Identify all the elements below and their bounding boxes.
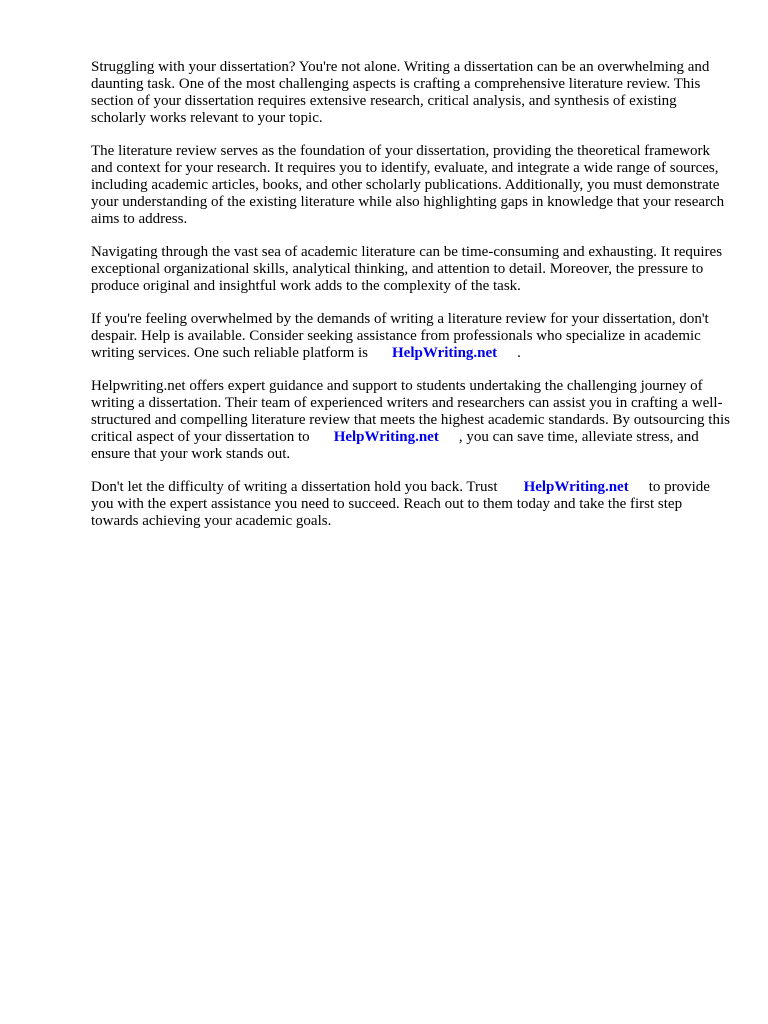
paragraph-help-available [91,311,731,362]
paragraph-text: Helpwriting.net offers expert guidance and support to students undertaking the challenging journey of writing a dissertation. Their team of experienced writers and researchers can assist you in crafting a well-structured and compelling literature review that meets the highest academic standards. By outsourcing this critical aspect of your dissertation to [91,378,730,445]
paragraph-call-to-action [91,479,731,530]
paragraph-navigating [91,244,731,295]
paragraph-helpwriting-offers [91,378,731,463]
paragraph-text: Struggling with your dissertation? You're not alone. Writing a dissertation can be an overwhelming and daunting task. One of the most challenging aspects is crafting a comprehensive literature review. This section of your dissertation requires extensive research, critical analysis, and synthesis of existing scholarly works relevant to your topic. [91,59,710,126]
paragraph-text: If you're feeling overwhelmed by the demands of writing a literature review for your dissertation, don't despair. Help is available. Consider seeking assistance from professionals who specialize in academic writing services. One such reliable platform is [91,311,709,361]
paragraph-text: , you can save time, alleviate stress, and ensure that your work stands out. [91,429,699,462]
paragraph-foundation [91,143,731,228]
paragraph-text: to provide you with the expert assistance you need to succeed. Reach out to them today and take the first step towards achieving your academic goals. [91,479,710,529]
helpwriting-link[interactable]: HelpWriting.net [333,429,439,445]
paragraph-text: Don't let the difficulty of writing a dissertation hold you back. Trust [91,479,498,495]
paragraph-intro [91,59,731,127]
paragraph-text: The literature review serves as the foundation of your dissertation, providing the theoretical framework and context for your research. It requires you to identify, evaluate, and integrate a wide range of sources, including academic articles, books, and other scholarly publications. Additionally, you must demonstrate your understanding of the existing literature while also highlighting gaps in knowledge that your research aims to address. [91,143,725,227]
paragraph-text: Navigating through the vast sea of academic literature can be time-consuming and exhausting. It requires exceptional organizational skills, analytical thinking, and attention to detail. Moreover, the pressure to produce original and insightful work adds to the complexity of the task. [91,244,723,294]
helpwriting-link[interactable]: HelpWriting.net [392,345,498,361]
document-body [91,59,731,546]
paragraph-text: . [517,345,521,361]
helpwriting-link[interactable]: HelpWriting.net [523,479,629,495]
